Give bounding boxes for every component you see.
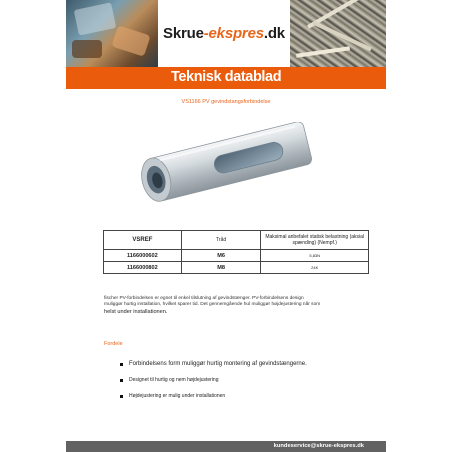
page-title: Teknisk datablad: [171, 69, 282, 85]
product-name: VS1166 PV gevindstangsforbindelse: [181, 99, 271, 105]
header-banner: [66, 0, 386, 67]
list-item: Designet til hurtig og nem højdejustering: [120, 376, 307, 392]
table-row: [104, 250, 369, 262]
footer-bar: [66, 441, 386, 452]
benefits-list: [120, 360, 307, 408]
product-description: [104, 296, 364, 315]
brand-logo[interactable]: [163, 25, 285, 42]
header-thread: Tråd: [181, 231, 261, 250]
cell-thread: M6: [181, 250, 261, 262]
list-item: Forbindelsens form muliggør hurtig montering af gevindstængerne.: [120, 360, 307, 376]
logo-text-skrue: Skrue: [163, 25, 204, 42]
description-line: helst under installationen.: [104, 308, 168, 315]
cell-load: 24K: [261, 262, 369, 274]
product-image: [132, 122, 322, 202]
spec-table: [103, 230, 369, 274]
screws-photo: [290, 0, 386, 67]
table-row: [104, 262, 369, 274]
table-header-row: [104, 231, 369, 250]
cell-ref: 1166000802: [104, 262, 182, 274]
logo-text-dk: .dk: [263, 25, 285, 42]
cell-load: 5,83N: [261, 250, 369, 262]
description-line: muliggør hurtig installation, hvilket sparer tid. Det gennemgående hul muliggør højdejustering når som: [104, 302, 321, 308]
cell-ref: 1166000602: [104, 250, 182, 262]
contact-email-link[interactable]: kundeservice@skrue-ekspres.dk: [273, 442, 364, 449]
logo-area: [158, 0, 290, 67]
list-item: Højdejustering er mulig under installationen: [120, 392, 307, 408]
tools-photo: [66, 0, 158, 67]
description-line: fischer PV-forbindelsen er egnet til enkel tilslutning af gevindstænger. PV-forbindelsens design: [104, 296, 304, 301]
header-load: Maksimal anbefalet statisk belastning (aksial spænding) (Nempf.): [261, 231, 369, 250]
title-bar: [66, 67, 386, 89]
logo-text-ekspres: -ekspres: [203, 25, 264, 42]
benefits-title: Fordele: [104, 341, 123, 347]
cell-thread: M8: [181, 262, 261, 274]
header-vsref: VSREF: [104, 231, 182, 250]
